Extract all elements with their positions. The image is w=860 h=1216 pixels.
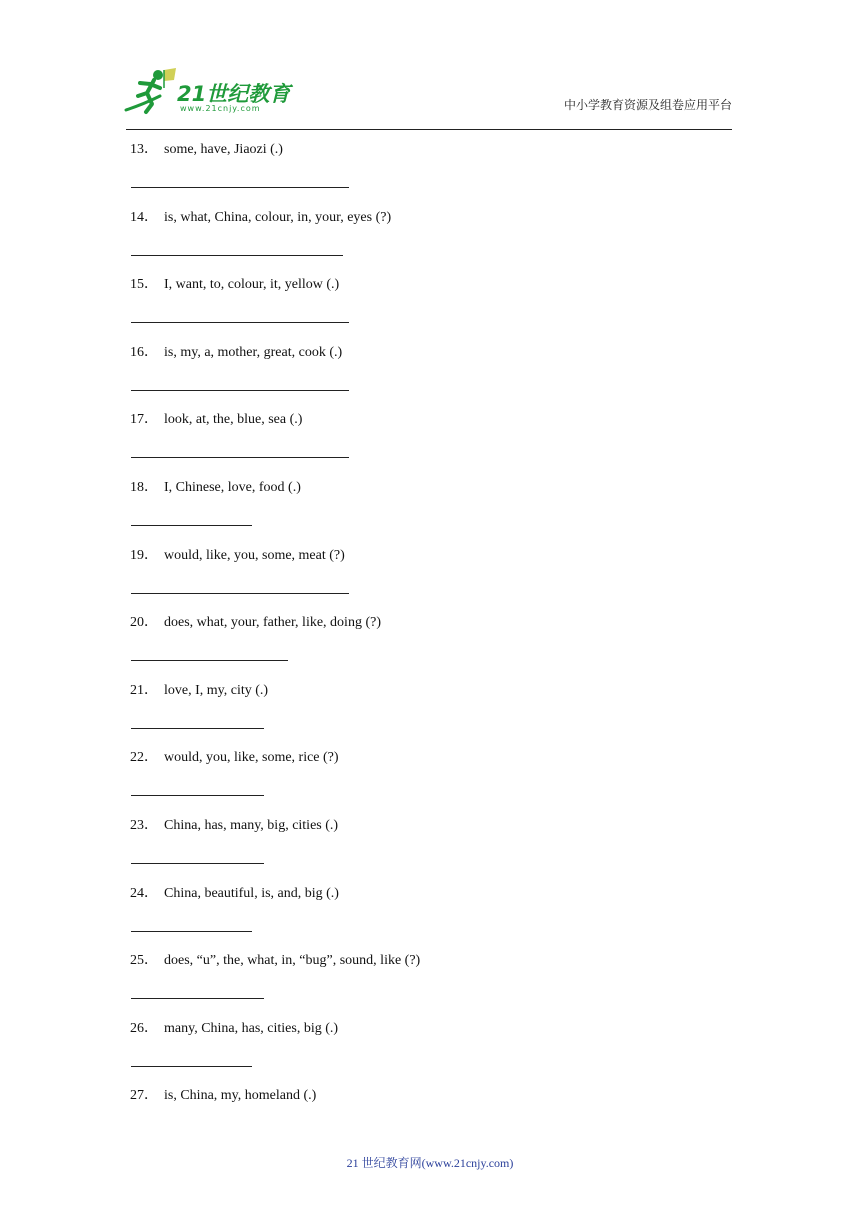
question-prompt bbox=[130, 341, 342, 361]
question-words: would, like, you, some, meat (?) bbox=[164, 547, 345, 563]
answer-line[interactable] bbox=[131, 863, 264, 864]
question-item bbox=[130, 1084, 730, 1152]
question-item bbox=[130, 408, 730, 476]
answer-line[interactable] bbox=[131, 525, 252, 526]
question-prompt bbox=[130, 814, 338, 834]
question-prompt bbox=[130, 544, 345, 564]
question-prompt bbox=[130, 206, 391, 226]
answer-line[interactable] bbox=[131, 187, 349, 188]
question-item bbox=[130, 882, 730, 950]
question-words: love, I, my, city (.) bbox=[164, 682, 269, 698]
answer-line[interactable] bbox=[131, 660, 288, 661]
question-item bbox=[130, 544, 730, 612]
answer-line[interactable] bbox=[131, 457, 349, 458]
question-words: I, want, to, colour, it, yellow (.) bbox=[164, 277, 340, 293]
question-prompt bbox=[130, 949, 420, 969]
answer-line[interactable] bbox=[131, 593, 349, 594]
question-prompt bbox=[130, 611, 381, 631]
question-item bbox=[130, 476, 730, 544]
question-number: 26． bbox=[130, 1020, 158, 1036]
question-item bbox=[130, 341, 730, 409]
question-prompt bbox=[130, 746, 339, 766]
question-number: 16． bbox=[130, 344, 158, 360]
question-item bbox=[130, 206, 730, 274]
question-number: 15． bbox=[130, 277, 158, 293]
question-number: 24． bbox=[130, 885, 158, 901]
question-number: 22． bbox=[130, 750, 158, 766]
header-platform-label: 中小学教育资源及组卷应用平台 bbox=[563, 98, 732, 112]
question-words: many, China, has, cities, big (.) bbox=[164, 1020, 339, 1036]
question-words: does, “u”, the, what, in, “bug”, sound, like (?) bbox=[164, 953, 421, 969]
question-prompt bbox=[130, 679, 268, 699]
answer-line[interactable] bbox=[131, 322, 349, 323]
question-words: is, China, my, homeland (.) bbox=[164, 1088, 317, 1104]
question-prompt bbox=[130, 476, 301, 496]
question-number: 17． bbox=[130, 412, 158, 428]
question-words: would, you, like, some, rice (?) bbox=[164, 750, 339, 766]
question-words: I, Chinese, love, food (.) bbox=[164, 479, 301, 495]
page-footer: 21 世纪教育网(www.21cnjy.com) bbox=[346, 1156, 514, 1170]
question-number: 23． bbox=[130, 817, 158, 833]
question-words: some, have, Jiaozi (.) bbox=[164, 142, 283, 157]
question-number: 13． bbox=[130, 142, 158, 157]
header-divider bbox=[126, 129, 732, 130]
question-item bbox=[130, 611, 730, 679]
answer-line[interactable] bbox=[131, 390, 349, 391]
question-item bbox=[130, 746, 730, 814]
question-words: is, my, a, mother, great, cook (.) bbox=[164, 344, 343, 360]
answer-line[interactable] bbox=[131, 998, 264, 999]
answer-line[interactable] bbox=[131, 795, 264, 796]
question-item bbox=[130, 138, 730, 206]
question-number: 21． bbox=[130, 682, 158, 698]
question-number: 27． bbox=[130, 1088, 158, 1104]
logo-url: www.21cnjy.com bbox=[180, 104, 261, 113]
question-prompt bbox=[130, 1084, 316, 1104]
page-header bbox=[0, 0, 860, 132]
question-prompt bbox=[130, 1017, 338, 1037]
question-item bbox=[130, 814, 730, 882]
question-number: 18． bbox=[130, 479, 158, 495]
question-words: look, at, the, blue, sea (.) bbox=[164, 412, 303, 428]
question-number: 25． bbox=[130, 953, 158, 969]
answer-line[interactable] bbox=[131, 1066, 252, 1067]
question-item bbox=[130, 949, 730, 1017]
question-list bbox=[130, 138, 730, 1152]
question-words: China, beautiful, is, and, big (.) bbox=[164, 885, 339, 901]
question-words: China, has, many, big, cities (.) bbox=[164, 817, 339, 833]
answer-line[interactable] bbox=[131, 255, 343, 256]
question-number: 20． bbox=[130, 615, 158, 631]
question-item bbox=[130, 1017, 730, 1085]
runner-icon bbox=[120, 66, 180, 116]
logo-text: 21世纪教育 bbox=[177, 82, 291, 106]
answer-line[interactable] bbox=[131, 931, 252, 932]
question-item bbox=[130, 679, 730, 747]
question-item bbox=[130, 273, 730, 341]
question-prompt bbox=[130, 273, 339, 293]
question-prompt bbox=[130, 408, 302, 428]
question-words: is, what, China, colour, in, your, eyes (?) bbox=[164, 209, 392, 225]
question-number: 19． bbox=[130, 547, 158, 563]
site-logo[interactable] bbox=[120, 66, 290, 118]
question-number: 14． bbox=[130, 209, 158, 225]
answer-line[interactable] bbox=[131, 728, 264, 729]
question-words: does, what, your, father, like, doing (?) bbox=[164, 615, 381, 631]
question-prompt bbox=[130, 138, 283, 158]
question-prompt bbox=[130, 882, 339, 902]
